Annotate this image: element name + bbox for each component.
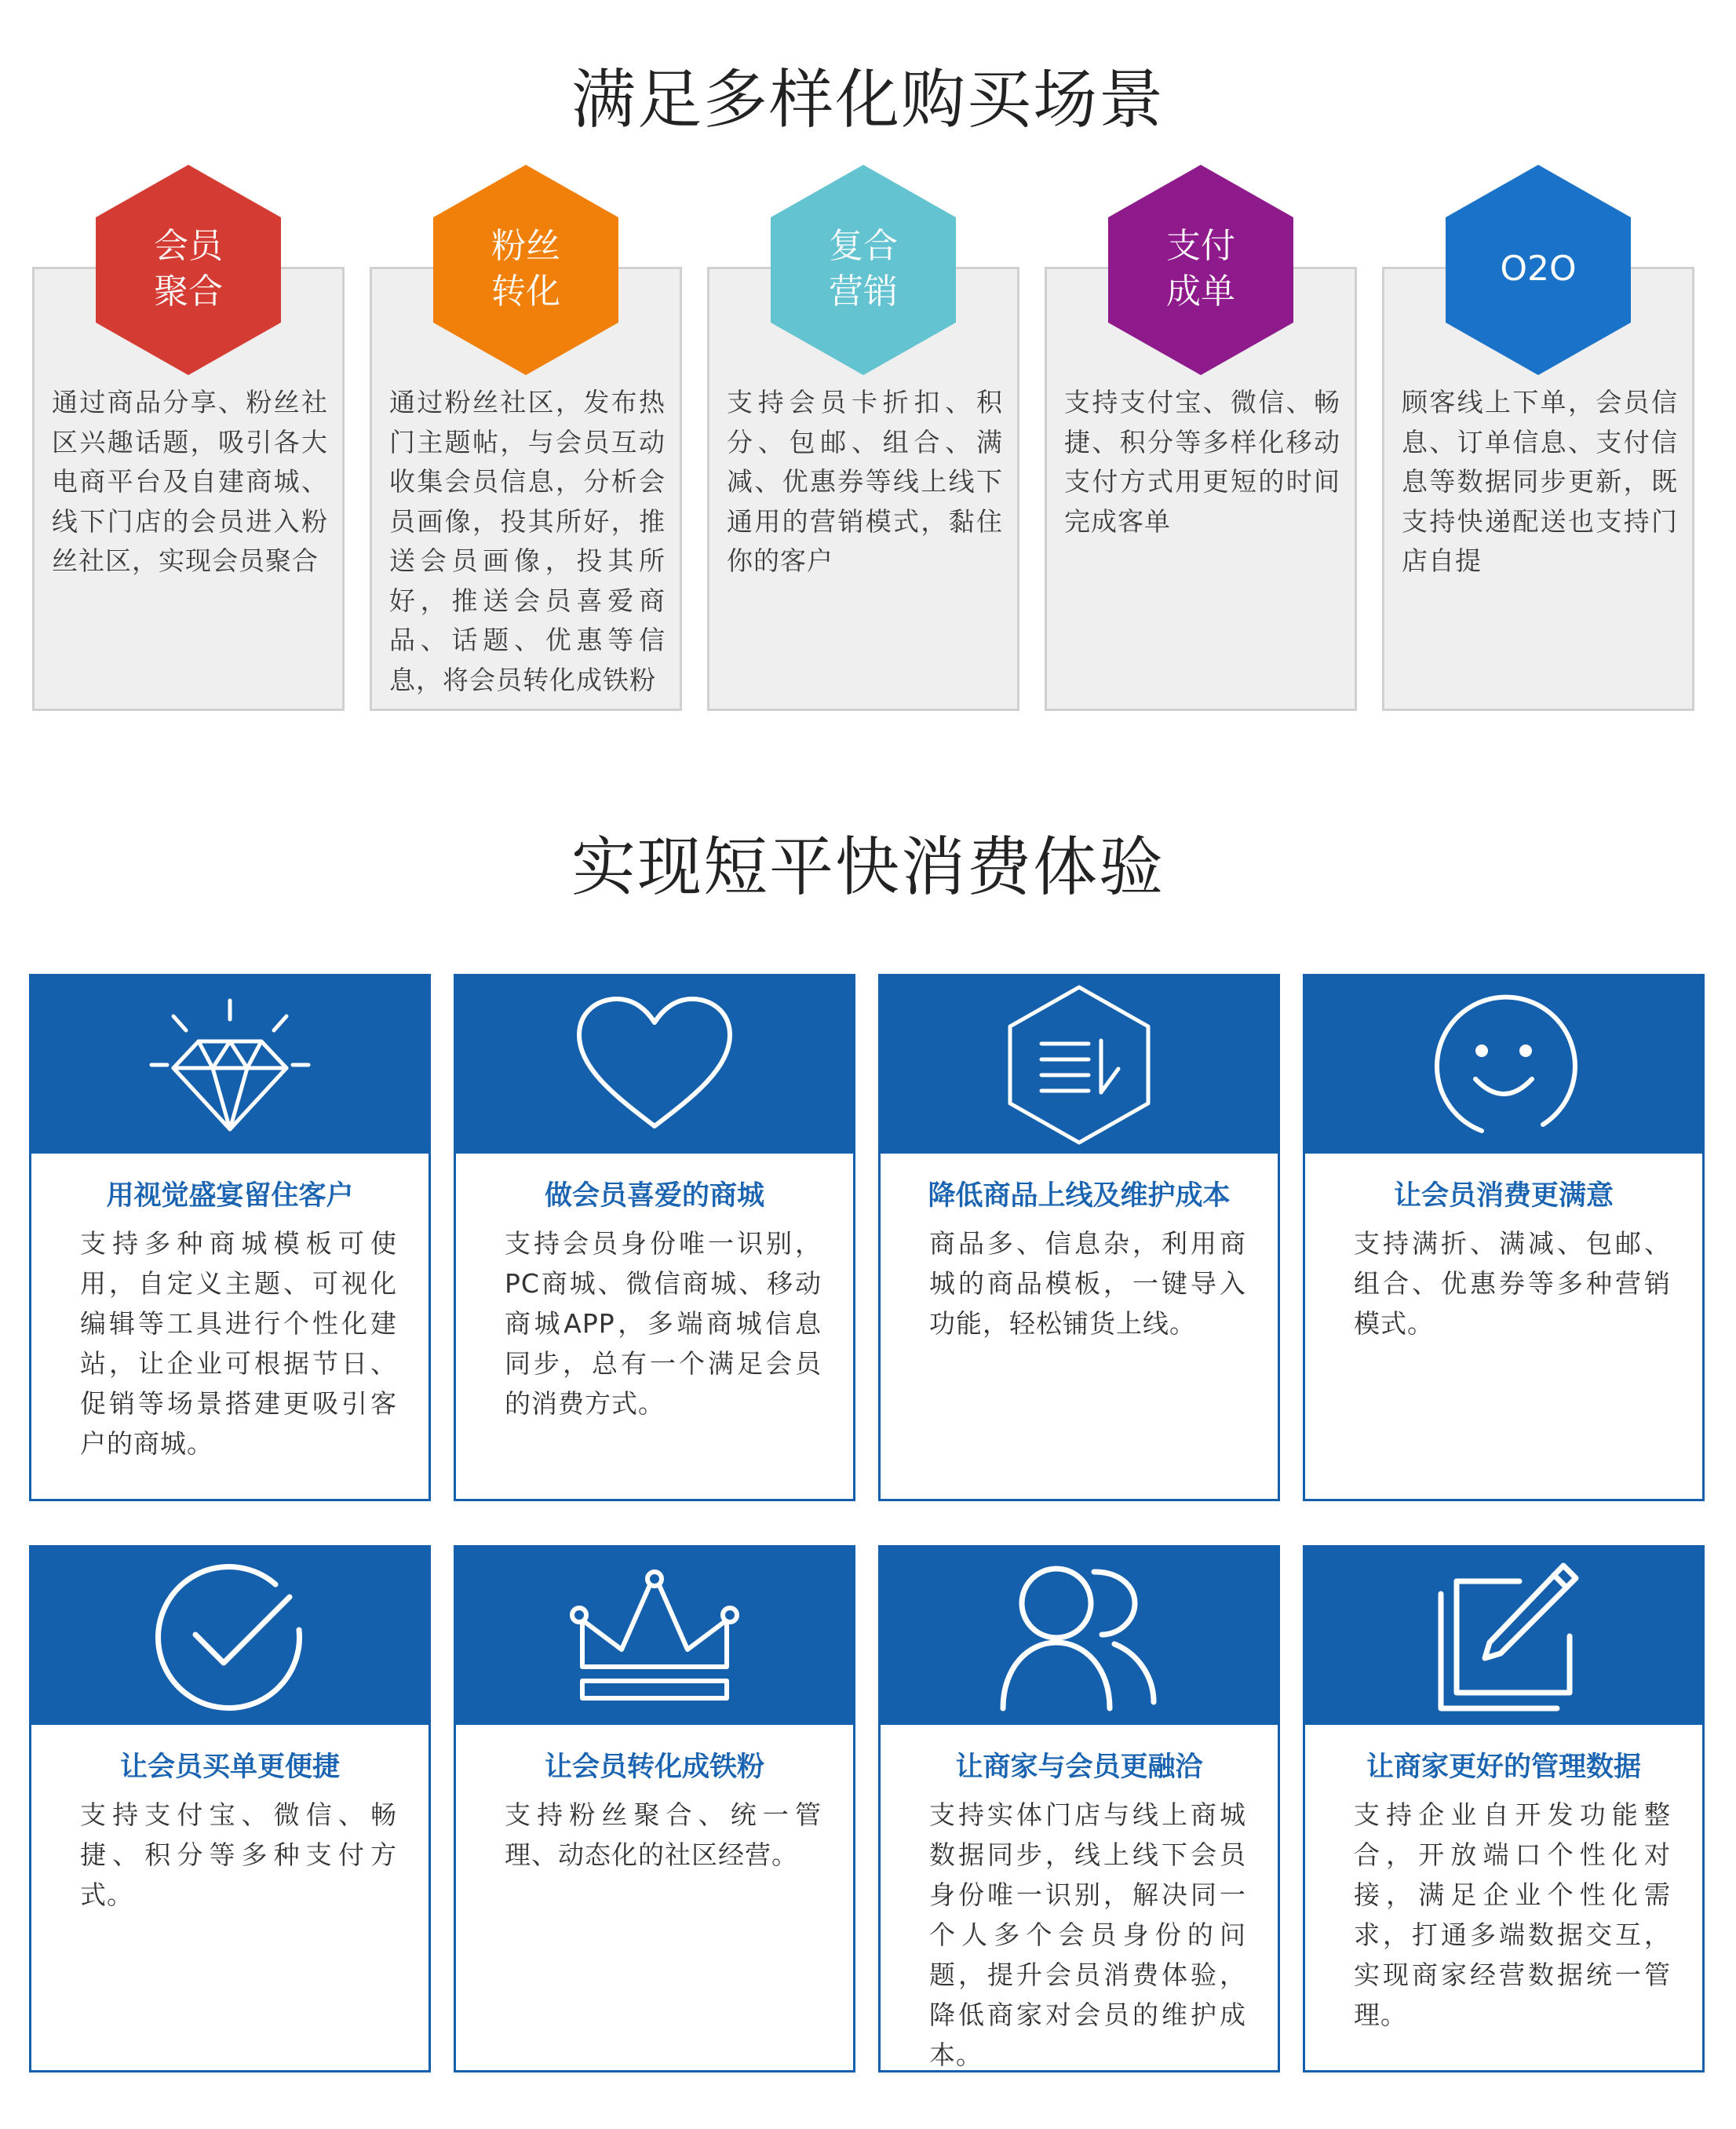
heart-icon (568, 986, 741, 1143)
feature-card-merchant-harmony (878, 1545, 1280, 2072)
icon-band (1305, 1548, 1702, 1725)
feature-card-favorite-mall (454, 974, 855, 1501)
section-title-consumption-experience: 实现短平快消费体验 (571, 830, 1165, 905)
feature-description: 支持会员身份唯一识别，PC商城、微信商城、移动商城APP，多端商城信息同步，总有一个满足会员的消费方式。 (505, 1228, 822, 1419)
users-icon (997, 1558, 1162, 1715)
feature-title: 降低商品上线及维护成本 (928, 1180, 1231, 1212)
feature-description: 支持满折、满减、包邮、组合、优惠券等多种营销模式。 (1354, 1228, 1671, 1339)
icon-band (31, 1548, 429, 1725)
scenario-description: 支持支付宝、微信、畅捷、积分等多样化移动支付方式用更短的时间完成客单 (1064, 387, 1340, 537)
scenario-description: 通过商品分享、粉丝社区兴趣话题，吸引各大电商平台及自建商城、线下门店的会员进入粉丝社区，实现会员聚合 (52, 387, 328, 576)
feature-description: 支持多种商城模板可使用，自定义主题、可视化编辑等工具进行个性化建站，让企业可根据节日、促销等场景搭建更吸引客户的商城。 (80, 1228, 397, 1459)
feature-title: 让商家更好的管理数据 (1366, 1752, 1641, 1783)
feature-card-visual-feast (29, 974, 431, 1501)
icon-band (881, 1548, 1278, 1725)
hexagon-label-line2: 营销 (829, 272, 898, 312)
hexagon-label-line2: 聚合 (154, 272, 223, 312)
check-circle-icon (151, 1558, 308, 1715)
smiley-icon (1425, 986, 1582, 1143)
icon-band (456, 1548, 853, 1725)
scenario-description: 顾客线上下单，会员信息、订单信息、支付信息等数据同步更新，既支持快递配送也支持门店自提 (1402, 387, 1678, 576)
hexagon-label-line1: 复合 (829, 226, 898, 266)
feature-description: 支持企业自开发功能整合，开放端口个性化对接，满足企业个性化需求，打通多端数据交互，实现商家经营数据统一管理。 (1354, 1799, 1671, 2030)
feature-card-lower-cost (878, 974, 1280, 1501)
edit-document-icon (1425, 1558, 1582, 1715)
hexagon-label-line2: 成单 (1166, 272, 1235, 312)
feature-card-data-management (1303, 1545, 1705, 2072)
hexagon-badge-fan-conversion (433, 165, 618, 375)
icon-band (881, 976, 1278, 1154)
feature-title: 让会员消费更满意 (1393, 1180, 1614, 1212)
hexagon-label-line2: 转化 (491, 272, 560, 312)
hexagon-label-line1: 支付 (1166, 226, 1235, 266)
icon-band (1305, 976, 1702, 1154)
scenario-description: 通过粉丝社区，发布热门主题帖，与会员互动收集会员信息，分析会员画像，投其所好，推送会员画像，投其所好，推送会员喜爱商品、话题、优惠等信息，将会员转化成铁粉 (389, 387, 666, 695)
feature-card-loyal-fans (454, 1545, 855, 2072)
hexagon-badge-o2o (1446, 165, 1631, 375)
hexagon-badge-member-aggregation (96, 165, 281, 375)
hexagon-badge-compound-marketing (771, 165, 956, 375)
section-title-purchase-scenarios: 满足多样化购买场景 (571, 63, 1165, 137)
diamond-icon (136, 986, 324, 1143)
feature-description: 支持支付宝、微信、畅捷、积分等多种支付方式。 (80, 1799, 397, 1910)
icon-band (456, 976, 853, 1154)
feature-card-member-satisfaction (1303, 974, 1705, 1501)
feature-description: 支持粉丝聚合、统一管理、动态化的社区经营。 (505, 1799, 822, 1870)
list-hexagon-icon (1001, 982, 1158, 1147)
hexagon-badge-payment (1108, 165, 1293, 375)
hexagon-label-line1: O2O (1500, 249, 1577, 289)
feature-description: 商品多、信息杂，利用商城的商品模板，一键导入功能，轻松铺货上线。 (929, 1228, 1246, 1339)
hexagon-label-line1: 粉丝 (491, 226, 560, 266)
feature-title: 让会员转化成铁粉 (544, 1752, 764, 1783)
hexagon-label-line1: 会员 (154, 226, 223, 266)
feature-card-convenient-checkout (29, 1545, 431, 2072)
scenario-description: 支持会员卡折扣、积分、包邮、组合、满减、优惠券等线上线下通用的营销模式，黏住你的客户 (727, 387, 1003, 576)
feature-description: 支持实体门店与线上商城数据同步，线上线下会员身份唯一识别，解决同一个人多个会员身份的问题，提升会员消费体验，降低商家对会员的维护成本。 (929, 1799, 1246, 2070)
icon-band (31, 976, 429, 1154)
feature-title: 用视觉盛宴留住客户 (106, 1180, 354, 1212)
feature-title: 让商家与会员更融洽 (955, 1752, 1203, 1783)
feature-title: 让会员买单更便捷 (119, 1752, 340, 1783)
feature-title: 做会员喜爱的商城 (544, 1180, 764, 1212)
crown-icon (560, 1562, 749, 1711)
